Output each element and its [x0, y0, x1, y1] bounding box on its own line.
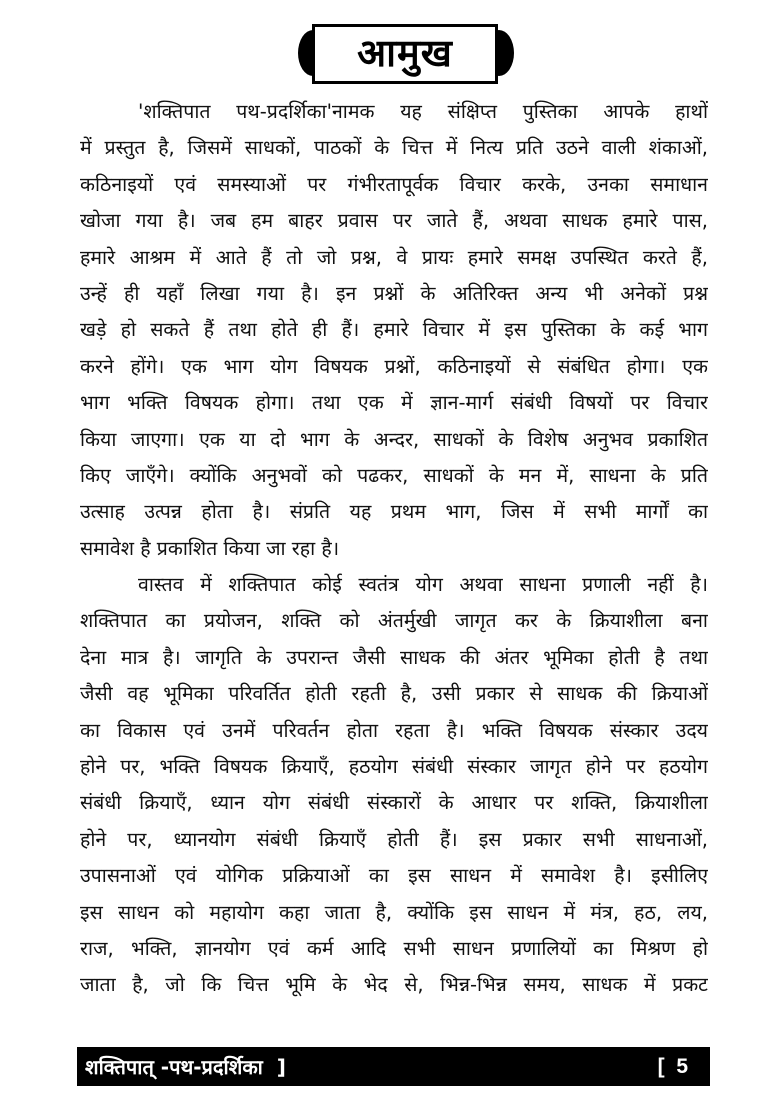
running-footer: [77, 1047, 710, 1086]
text-line: 'शक्तिपात पथ-प्रदर्शिका'नामक यह संक्षिप्त पुस्तिका आपके हाथों: [138, 100, 708, 123]
text-line: हमारे आश्रम में आते हैं तो जो प्रश्न, वे प्रायः हमारे समक्ष उपस्थित करते हैं,: [80, 245, 708, 269]
paragraph-1: [80, 94, 708, 567]
text-line: करने होंगे। एक भाग योग विषयक प्रश्नों, कठिनाइयों से संबंधित होगा। एक: [80, 354, 708, 378]
text-line: उत्साह उत्पन्न होता है। संप्रति यह प्रथम भाग, जिस में सभी मार्गों का: [80, 500, 708, 524]
text-line: किए जाएँगे। क्योंकि अनुभवों को पढकर, साधकों के मन में, साधना के प्रति: [80, 463, 708, 487]
text-line: में प्रस्तुत है, जिसमें साधकों, पाठकों के चित्त में नित्य प्रति उठने वाली शंकाओं,: [80, 136, 708, 160]
text-line: वास्तव में शक्तिपात कोई स्वतंत्र योग अथवा साधना प्रणाली नहीं है।: [138, 573, 708, 597]
text-line: कठिनाइयों एवं समस्याओं पर गंभीरतापूर्वक विचार करके, उनका समाधान: [80, 172, 708, 196]
text-line: भाग भक्ति विषयक होगा। तथा एक में ज्ञान-मार्ग संबंधी विषयों पर विचार: [80, 391, 708, 415]
text-line: जैसी वह भूमिका परिवर्तित होती रहती है, उसी प्रकार से साधक की क्रियाओं: [80, 682, 708, 706]
text-line: खोजा गया है। जब हम बाहर प्रवास पर जाते हैं, अथवा साधक हमारे पास,: [80, 209, 708, 233]
text-line: होने पर, भक्ति विषयक क्रियाएँ, हठयोग संबंधी संस्कार जागृत होने पर हठयोग: [80, 755, 708, 779]
text-line: उपासनाओं एवं योगिक प्रक्रियाओं का इस साधन में समावेश है। इसीलिए: [80, 864, 708, 888]
chapter-title: आमुख: [357, 31, 453, 75]
chapter-title-banner: [298, 24, 514, 84]
text-line: उन्हें ही यहाँ लिखा गया है। इन प्रश्नों के अतिरिक्त अन्य भी अनेकों प्रश्न: [80, 281, 708, 305]
text-line: खड़े हो सकते हैं तथा होते ही हैं। हमारे विचार में इस पुस्तिका के कई भाग: [80, 318, 708, 342]
paragraph-2: [80, 567, 708, 1004]
body-text: [80, 94, 708, 1004]
text-line: संबंधी क्रियाएँ, ध्यान योग संबंधी संस्कारों के आधार पर शक्ति, क्रियाशीला: [80, 791, 708, 815]
text-line: का विकास एवं उनमें परिवर्तन होता रहता है। भक्ति विषयक संस्कार उदय: [80, 718, 708, 742]
text-line: जाता है, जो कि चित्त भूमि के भेद से, भिन्न-भिन्न समय, साधक में प्रकट: [80, 973, 708, 997]
text-line: देना मात्र है। जागृति के उपरान्त जैसी साधक की अंतर भूमिका होती है तथा: [80, 645, 708, 669]
text-line: राज, भक्ति, ज्ञानयोग एवं कर्म आदि सभी साधन प्रणालियों का मिश्रण हो: [80, 936, 708, 960]
page-number: [ 5: [657, 1054, 688, 1078]
text-line: समावेश है प्रकाशित किया जा रहा है।: [80, 536, 340, 560]
text-line: होने पर, ध्यानयोग संबंधी क्रियाएँ होती हैं। इस प्रकार सभी साधनाओं,: [80, 827, 708, 851]
chapter-title-box: [312, 24, 498, 84]
text-line: किया जाएगा। एक या दो भाग के अन्दर, साधकों के विशेष अनुभव प्रकाशित: [80, 427, 708, 451]
footer-book-title: शक्तिपात् -पथ-प्रदर्शिका ]: [85, 1055, 286, 1079]
text-line: इस साधन को महायोग कहा जाता है, क्योंकि इस साधन में मंत्र, हठ, लय,: [80, 900, 708, 924]
text-line: शक्तिपात का प्रयोजन, शक्ति को अंतर्मुखी जागृत कर के क्रियाशीला बना: [80, 609, 708, 633]
